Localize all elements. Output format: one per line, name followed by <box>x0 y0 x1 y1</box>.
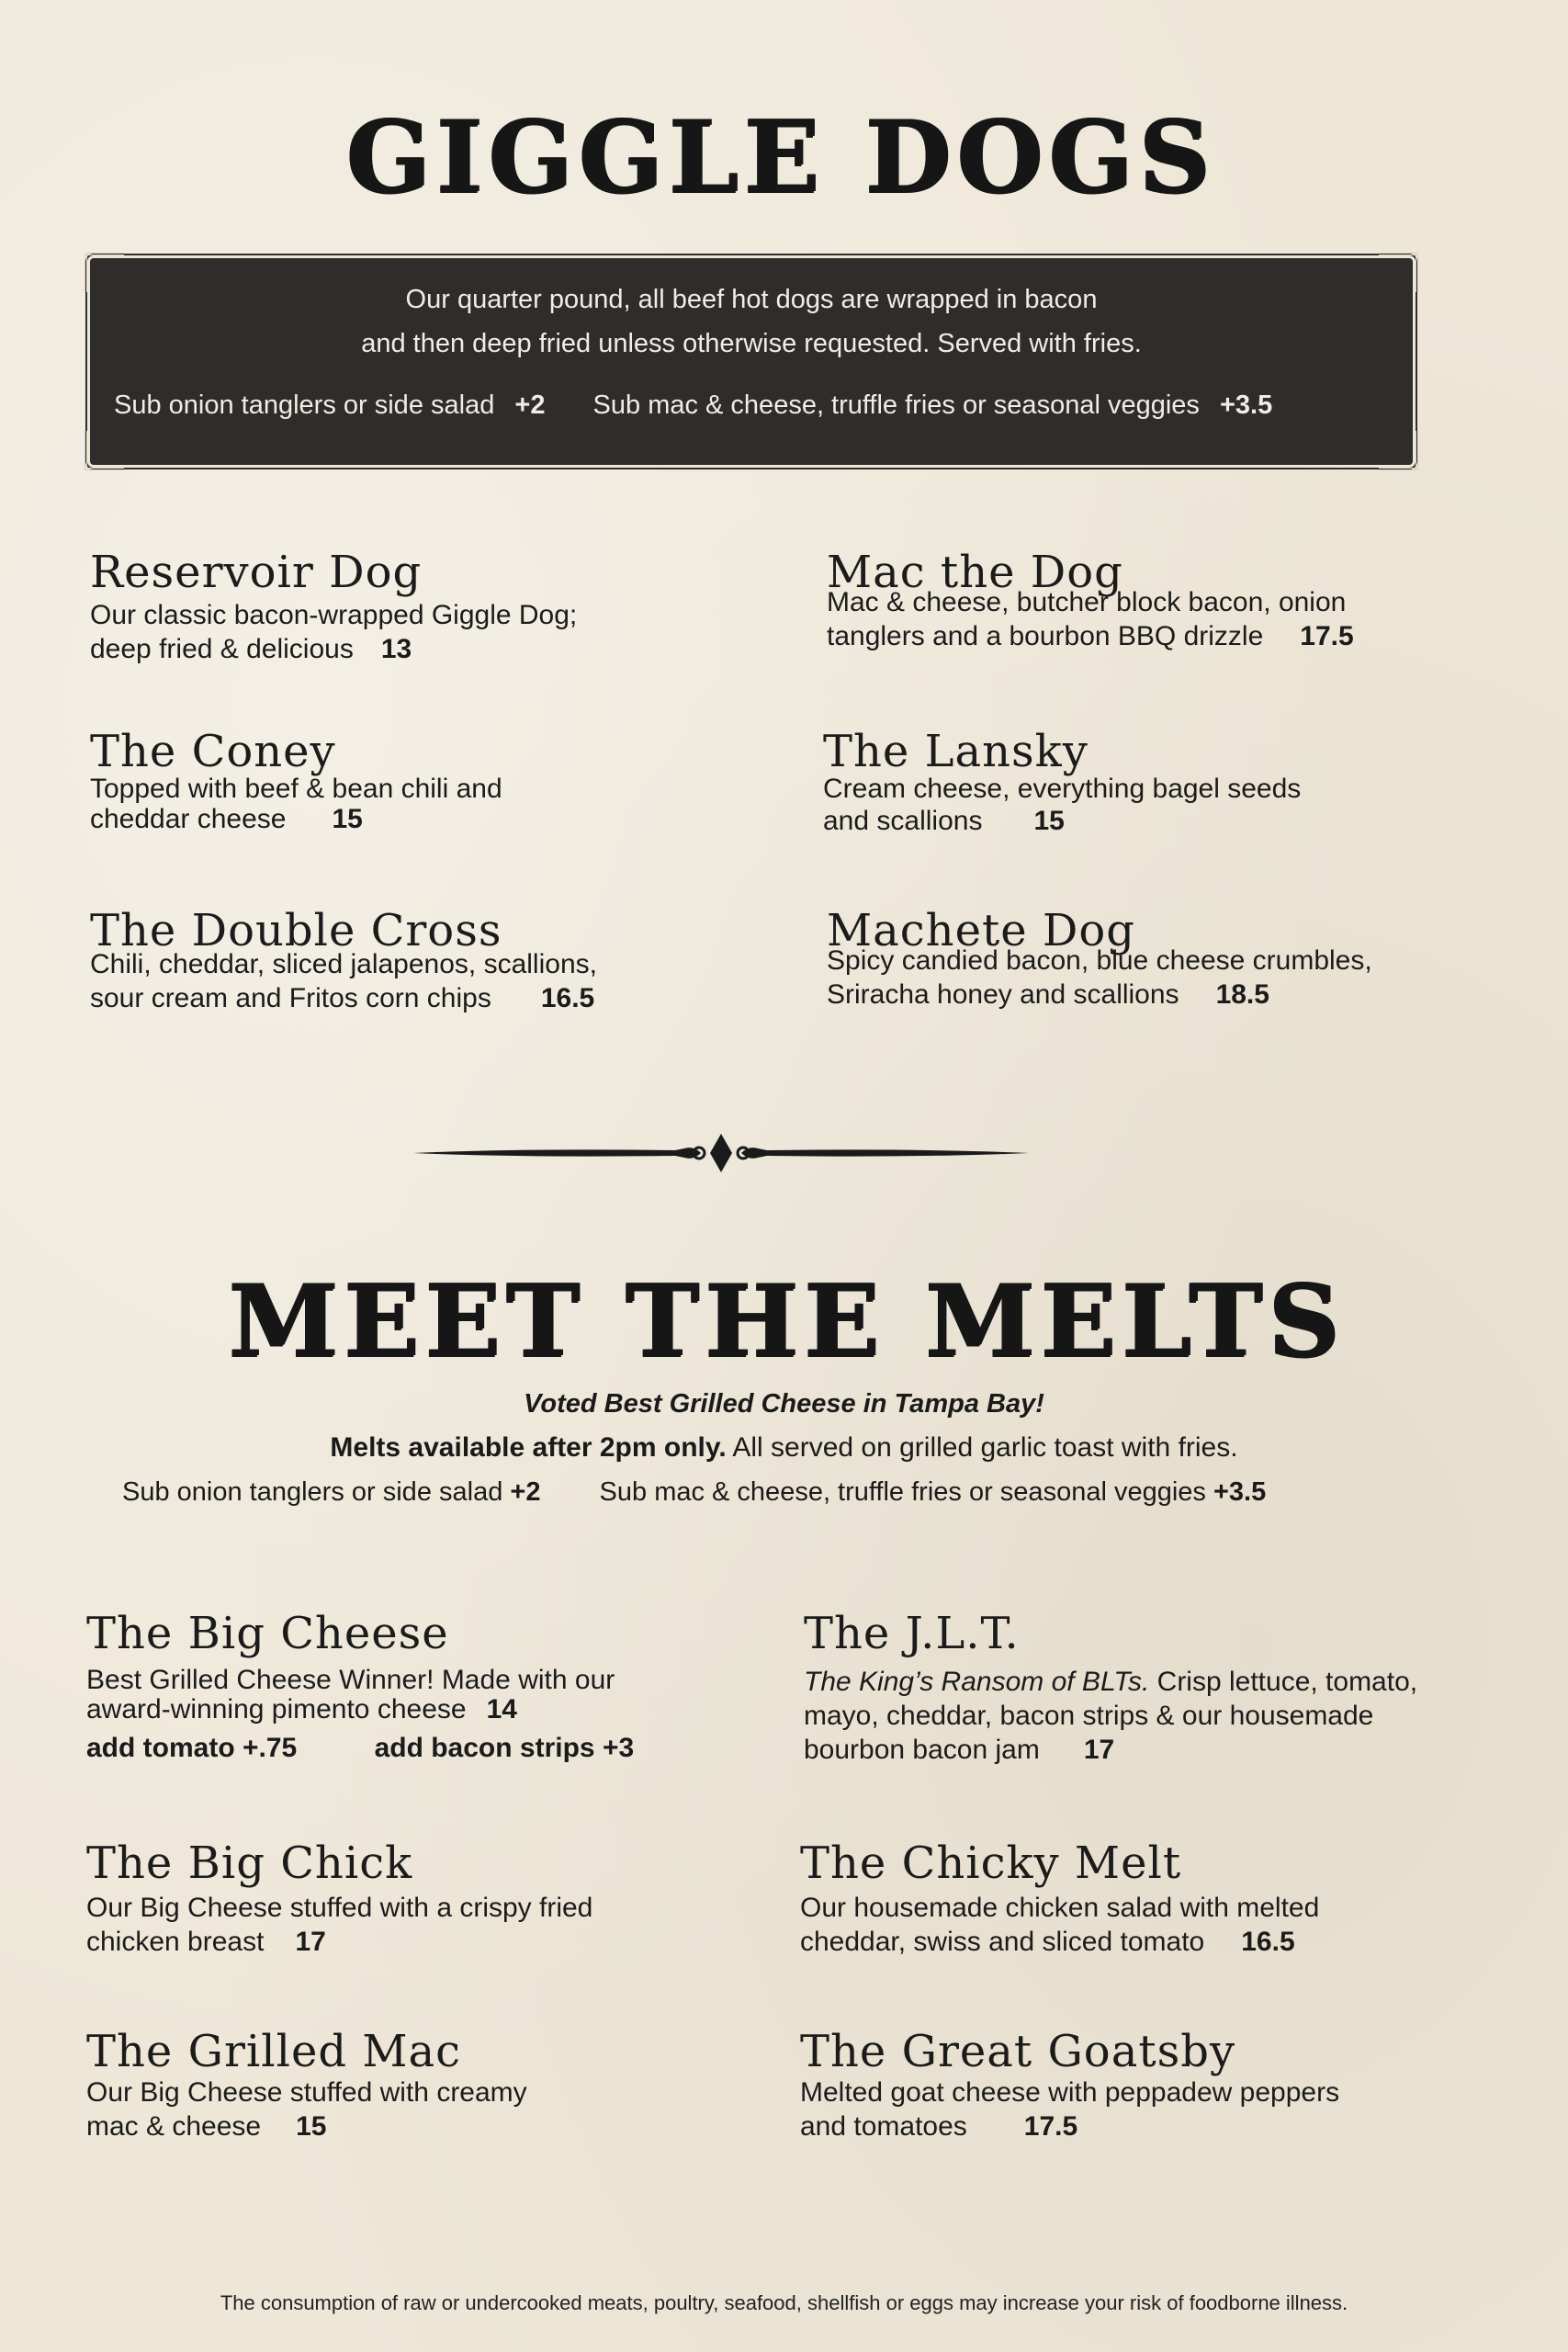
item-description-line: Spicy candied bacon, blue cheese crumbles, <box>827 945 1372 976</box>
item-name: The J.L.T. <box>804 1608 1020 1659</box>
item-description-line: and tomatoes <box>800 2111 967 2142</box>
item-description-line: mac & cheese <box>86 2111 262 2142</box>
menu-item-the-big-cheese <box>86 1608 634 1765</box>
item-description-line: Melted goat cheese with peppadew peppers <box>800 2077 1340 2108</box>
item-description-line: cheddar, swiss and sliced tomato <box>800 1927 1205 1957</box>
menu-item-the-coney <box>90 726 502 836</box>
sub-option-1-text: Sub onion tanglers or side salad <box>122 1477 511 1507</box>
dogs-title: GIGGLE DOGS <box>345 99 1216 215</box>
item-price: 15 <box>1033 806 1065 836</box>
melts-availability <box>0 1432 1568 1464</box>
melts-title: MEET THE MELTS <box>228 1263 1345 1379</box>
addon-bacon-strips: add bacon strips +3 <box>374 1733 635 1763</box>
item-description-line: and scallions <box>823 806 983 836</box>
item-name: Mac the Dog <box>827 547 1123 598</box>
corner-ornament <box>1379 431 1418 470</box>
item-price: 17.5 <box>1300 621 1354 651</box>
item-description-line: Chili, cheddar, sliced jalapenos, scallions, <box>90 949 597 979</box>
item-description-italic: The King’s Ransom of BLTs. <box>804 1667 1150 1697</box>
menu-item-reservoir-dog <box>90 547 577 666</box>
banner-line-1: Our quarter pound, all beef hot dogs are wrapped in bacon <box>405 285 1098 314</box>
item-description-line: Cream cheese, everything bagel seeds <box>823 774 1302 804</box>
item-name: Reservoir Dog <box>90 547 423 598</box>
sub-option-2-text: Sub mac & cheese, truffle fries or seasonal veggies <box>592 390 1200 420</box>
addon-tomato: add tomato +.75 <box>86 1733 298 1763</box>
item-price: 16.5 <box>540 983 595 1013</box>
item-name: The Chicky Melt <box>800 1838 1182 1889</box>
item-price: 15 <box>332 804 363 834</box>
item-description-line: Sriracha honey and scallions <box>827 979 1179 1010</box>
item-description-line: mayo, cheddar, bacon strips & our housemade <box>804 1701 1374 1731</box>
item-name: The Big Chick <box>86 1838 413 1889</box>
item-description-line: Mac & cheese, butcher block bacon, onion <box>827 587 1347 617</box>
item-name: The Lansky <box>823 726 1089 777</box>
sub-option-1-text: Sub onion tanglers or side salad <box>114 390 495 420</box>
availability-detail: All served on grilled garlic toast with fries. <box>726 1432 1238 1463</box>
item-description-line: deep fried & delicious <box>90 634 354 664</box>
item-description-line: Our classic bacon-wrapped Giggle Dog; <box>90 600 578 630</box>
item-description-line: Our Big Cheese stuffed with a crispy fried <box>86 1893 593 1923</box>
item-price: 16.5 <box>1241 1927 1295 1957</box>
item-price: 13 <box>380 634 412 664</box>
item-name: The Coney <box>90 726 336 777</box>
item-description-line: tanglers and a bourbon BBQ drizzle <box>827 621 1264 651</box>
item-description-line: cheddar cheese <box>90 804 287 834</box>
item-description-line: Our housemade chicken salad with melted <box>800 1893 1320 1923</box>
item-price: 17 <box>295 1927 326 1957</box>
item-price: 17 <box>1083 1735 1115 1765</box>
item-name: Machete Dog <box>827 905 1136 956</box>
item-description-line: Topped with beef & bean chili and <box>90 774 502 804</box>
banner-sub-options <box>114 390 1272 421</box>
divider-ornament <box>409 1130 1033 1176</box>
availability-note: Melts available after 2pm only. <box>330 1432 727 1463</box>
item-description-line: chicken breast <box>86 1927 265 1957</box>
corner-ornament <box>85 431 124 470</box>
sub-option-1-price: +2 <box>510 1477 541 1507</box>
item-price: 14 <box>486 1694 517 1724</box>
item-description-line: bourbon bacon jam <box>804 1735 1040 1765</box>
item-price: 15 <box>296 2111 327 2142</box>
sub-option-2-text: Sub mac & cheese, truffle fries or seasonal veggies <box>599 1477 1213 1507</box>
melts-tagline: Voted Best Grilled Cheese in Tampa Bay! <box>524 1389 1044 1419</box>
item-price: 17.5 <box>1023 2111 1078 2142</box>
item-name: The Double Cross <box>90 905 502 956</box>
menu-item-the-big-chick <box>86 1838 592 1959</box>
menu-item-machete-dog <box>827 905 1372 1012</box>
menu-item-the-great-goatsby <box>800 2026 1339 2143</box>
item-price: 18.5 <box>1215 979 1269 1010</box>
dogs-info-banner <box>90 258 1413 465</box>
sub-option-1-price: +2 <box>514 390 546 420</box>
menu-item-the-double-cross <box>90 905 597 1015</box>
sub-option-2-price: +3.5 <box>1213 1477 1267 1507</box>
item-name: The Grilled Mac <box>86 2026 461 2077</box>
item-description-line: Our Big Cheese stuffed with creamy <box>86 2077 527 2108</box>
item-description-line: Crisp lettuce, tomato, <box>1149 1667 1418 1697</box>
item-description-line: sour cream and Fritos corn chips <box>90 983 491 1013</box>
foodborne-disclaimer: The consumption of raw or undercooked meats, poultry, seafood, shellfish or eggs may increase your risk of foodborne illness. <box>220 2291 1348 2314</box>
menu-item-the-jlt <box>804 1608 1417 1767</box>
menu-item-mac-the-dog <box>827 547 1354 653</box>
item-name: The Big Cheese <box>86 1608 449 1659</box>
menu-item-the-lansky <box>823 726 1301 838</box>
menu-item-the-chicky-melt <box>800 1838 1319 1959</box>
sub-option-2-price: +3.5 <box>1219 390 1273 420</box>
menu-item-the-grilled-mac <box>86 2026 527 2143</box>
item-description-line: Best Grilled Cheese Winner! Made with our <box>86 1665 615 1695</box>
banner-line-2: and then deep fried unless otherwise requested. Served with fries. <box>361 329 1142 358</box>
melts-sub-options <box>122 1477 1266 1508</box>
item-name: The Great Goatsby <box>800 2026 1236 2077</box>
item-description-line: award-winning pimento cheese <box>86 1694 467 1724</box>
